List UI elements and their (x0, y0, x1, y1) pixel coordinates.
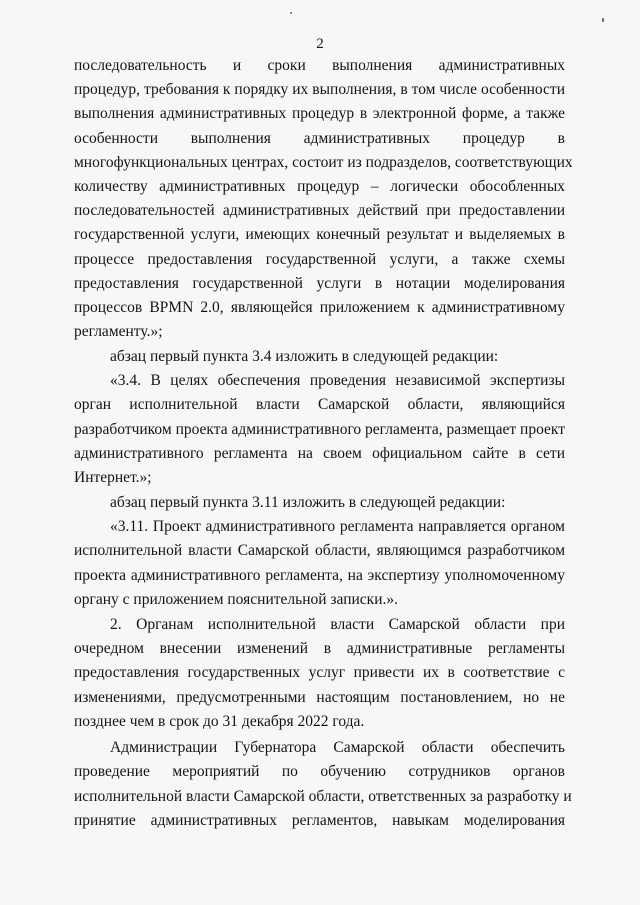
text-line: Администрации Губернатора Самарской области обеспечить (110, 739, 565, 756)
scan-speck (602, 18, 604, 22)
text-line: регламенту.»; (74, 323, 163, 340)
text-line: процедур, требования к порядку их выполнения, в том числе особенности (74, 81, 565, 98)
text-line: органу с приложением пояснительной записки.». (74, 591, 399, 608)
text-line: очередном внесении изменений в административные регламенты (74, 640, 565, 657)
text-line: абзац первый пункта 3.11 изложить в следующей редакции: (110, 494, 506, 511)
text-line: процессе предоставления государственной услуги, а также схемы (74, 251, 565, 268)
text-line: принятие административных регламентов, навыкам моделирования (74, 812, 565, 829)
text-line: орган исполнительной власти Самарской области, являющийся (74, 396, 565, 413)
text-line: «3.4. В целях обеспечения проведения независимой экспертизы (110, 372, 565, 389)
text-line: позднее чем в срок до 31 декабря 2022 года. (74, 713, 365, 730)
text-line: предоставления государственной услуги в нотации моделирования (74, 275, 565, 292)
page-number: 2 (316, 36, 324, 52)
text-line: проведение мероприятий по обучению сотрудников органов (74, 763, 565, 780)
text-line: процессов BPMN 2.0, являющейся приложением к административному (74, 299, 565, 316)
text-line: многофункциональных центрах, состоит из подразделов, соответствующих (74, 154, 573, 171)
text-line: изменениями, предусмотренными настоящим постановлением, но не (74, 689, 565, 706)
text-line: абзац первый пункта 3.4 изложить в следующей редакции: (110, 348, 499, 365)
text-line: Интернет.»; (74, 469, 152, 486)
text-line: исполнительной власти Самарской области, ответственных за разработку и (74, 788, 572, 805)
text-line: разработчиком проекта административного регламента, размещает проект (74, 421, 565, 438)
text-line: особенности выполнения административных процедур в (74, 130, 565, 147)
text-line: последовательностей административных действий при предоставлении (74, 202, 565, 219)
text-line: проекта административного регламента, на экспертизу уполномоченному (74, 567, 565, 584)
text-line: последовательность и сроки выполнения административных (74, 57, 565, 74)
scan-speck (290, 12, 292, 14)
text-line: 2. Органам исполнительной власти Самарской области при (110, 616, 565, 633)
text-line: количеству административных процедур – логически обособленных (74, 178, 565, 195)
text-line: выполнения административных процедур в электронной форме, а также (74, 105, 565, 122)
text-line: «3.11. Проект административного регламента направляется органом (110, 518, 565, 535)
text-line: государственной услуги, имеющих конечный результат и выделяемых в (74, 226, 565, 243)
text-line: исполнительной власти Самарской области, являющимся разработчиком (74, 542, 565, 559)
text-line: предоставления государственных услуг привести их в соответствие с (74, 664, 565, 681)
text-line: административного регламента на своем официальном сайте в сети (74, 445, 565, 462)
